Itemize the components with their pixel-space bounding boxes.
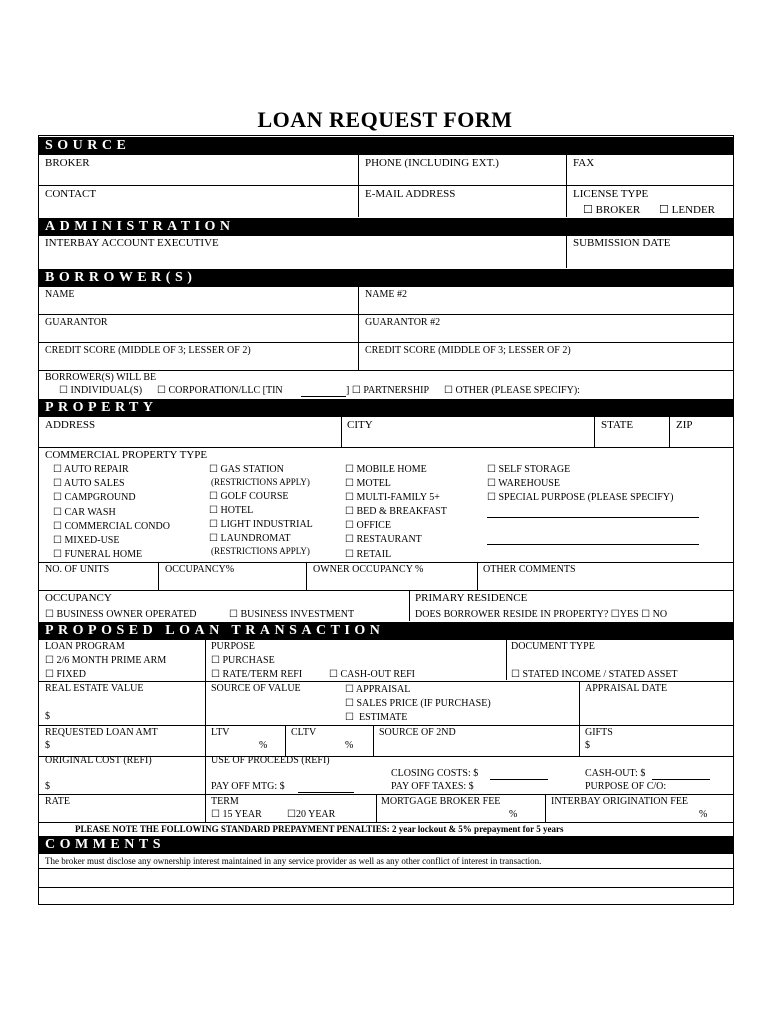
checkbox-icon[interactable]: ☐ [345,492,354,503]
fax-label: FAX [573,157,595,169]
property-type-option[interactable]: ☐ BED & BREAKFAST [345,506,447,517]
light-industrial-option[interactable]: ☐ LIGHT INDUSTRIAL [209,519,313,530]
term-15-option[interactable]: ☐ 15 YEAR [211,809,262,820]
checkbox-icon[interactable]: ☐ [351,385,361,396]
dollar-sign: $ [45,711,50,722]
property-type-option[interactable]: ☐ MIXED-USE [53,535,120,546]
arm-option[interactable]: ☐ 2/6 MONTH PRIME ARM [45,655,167,666]
purpose-label: PURPOSE [211,641,255,652]
email-label: E-MAIL ADDRESS [365,188,456,200]
guarantor2-label: GUARANTOR #2 [365,317,441,328]
other-comments-label: OTHER COMMENTS [483,564,576,575]
use-proceeds-label: USE OF PROCEEDS (REFI) [211,755,330,766]
section-header-loan: PROPOSED LOAN TRANSACTION [39,622,733,640]
checkbox-icon[interactable]: ☐ [229,609,238,620]
investment-option[interactable]: ☐ BUSINESS INVESTMENT [229,609,355,620]
license-lender-option[interactable]: ☐ LENDER [659,204,716,216]
checkbox-icon[interactable]: ☐ [345,520,354,531]
payoff-mtg-field[interactable] [298,792,354,793]
checkbox-icon[interactable]: ☐ [583,204,593,216]
checkbox-icon[interactable]: ☐ [211,669,220,680]
disclosure-text: The broker must disclose any ownership interest maintained in any service provider as well as any other conflict of interest in transaction. [45,856,542,866]
name-label: NAME [45,289,75,300]
percent-sign: % [699,809,708,820]
license-broker-option[interactable]: ☐ BROKER [583,204,641,216]
loan-program-label: LOAN PROGRAM [45,641,125,652]
rate-term-option[interactable]: ☐ RATE/TERM REFI [211,669,303,680]
borrower-will-be-label: BORROWER(S) WILL BE [45,372,157,383]
sales-price-option[interactable]: ☐ SALES PRICE (IF PURCHASE) [345,698,491,709]
comment-line[interactable] [39,868,733,869]
checkbox-icon[interactable]: ☐ [487,478,496,489]
closing-costs-field[interactable] [490,779,548,780]
checkbox-icon[interactable]: ☐ [444,385,453,396]
checkbox-icon[interactable]: ☐ [345,506,354,517]
comment-line[interactable] [39,887,733,888]
property-type-option[interactable]: ☐ RETAIL [345,549,392,560]
cash-out-amt-label: CASH-OUT: $ [585,768,646,779]
estimate-option[interactable]: ☐ ESTIMATE [345,712,408,723]
checkbox-icon[interactable]: ☐ [345,684,354,695]
checkbox-icon[interactable]: ☐ [345,478,354,489]
checkbox-icon[interactable]: ☐ [45,669,54,680]
source-2nd-label: SOURCE OF 2ND [379,727,456,738]
section-header-property: PROPERTY [39,399,733,417]
account-exec-label: INTERBAY ACCOUNT EXECUTIVE [45,237,219,249]
gifts-label: GIFTS [585,727,613,738]
checkbox-icon[interactable]: ☐ [287,809,296,820]
property-type-option[interactable]: ☐ CAR WASH [53,507,116,518]
property-type-option[interactable]: ☐ MOTEL [345,478,391,489]
doc-type-label: DOCUMENT TYPE [511,641,595,652]
checkbox-icon[interactable]: ☐ [211,809,220,820]
hotel-option[interactable]: ☐ HOTEL [209,505,254,516]
checkbox-icon[interactable]: ☐ [53,464,62,475]
submission-date-label: SUBMISSION DATE [573,237,671,249]
property-type-option[interactable]: ☐ SPECIAL PURPOSE (PLEASE SPECIFY) [487,492,674,503]
name2-label: NAME #2 [365,289,407,300]
checkbox-icon[interactable]: ☐ [209,464,218,475]
dollar-sign: $ [585,740,590,751]
contact-label: CONTACT [45,188,97,200]
checkbox-icon[interactable]: ☐ [53,521,62,532]
checkbox-icon[interactable]: ☐ [659,204,669,216]
property-type-option[interactable]: ☐ MULTI-FAMILY 5+ [345,492,440,503]
percent-sign: % [509,809,518,820]
special-purpose-line[interactable] [487,544,699,545]
yes-checkbox[interactable]: ☐ [610,609,620,620]
req-amt-label: REQUESTED LOAN AMT [45,727,158,738]
occupancy-label: OCCUPANCY [45,592,112,604]
rate-label: RATE [45,796,70,807]
term-20-option[interactable]: ☐20 YEAR [287,809,336,820]
checkbox-icon[interactable]: ☐ [45,655,54,666]
checkbox-icon[interactable]: ☐ [209,519,218,530]
primary-residence-label: PRIMARY RESIDENCE [415,592,528,604]
checkbox-icon[interactable]: ☐ [209,533,218,544]
section-header-administration: ADMINISTRATION [39,218,733,236]
property-type-option[interactable]: ☐ OFFICE [345,520,391,531]
checkbox-icon[interactable]: ☐ [53,507,62,518]
property-type-option[interactable]: ☐ AUTO REPAIR [53,464,129,475]
checkbox-icon[interactable]: ☐ [53,478,62,489]
section-header-source: SOURCE [39,137,733,155]
broker-fee-label: MORTGAGE BROKER FEE [381,796,501,807]
checkbox-icon[interactable]: ☐ [157,385,166,396]
credit-score-label: CREDIT SCORE (MIDDLE OF 3; LESSER OF 2) [45,345,251,356]
individual-option[interactable]: ☐ INDIVIDUAL(S) [59,385,143,396]
form-title: LOAN REQUEST FORM [257,107,513,132]
property-type-option[interactable]: ☐ COMMERCIAL CONDO [53,521,170,532]
state-label: STATE [601,419,634,431]
loan-request-form [38,135,734,905]
city-label: CITY [347,419,373,431]
checkbox-icon[interactable]: ☐ [53,535,62,546]
units-label: NO. OF UNITS [45,564,110,575]
restrictions-note: (RESTRICTIONS APPLY) [211,546,310,556]
checkbox-icon[interactable]: ☐ [345,698,354,709]
checkbox-icon[interactable]: ☐ [487,464,496,475]
no-checkbox[interactable]: ☐ [641,609,651,620]
checkbox-icon[interactable]: ☐ [511,669,520,680]
property-type-option[interactable]: ☐ SELF STORAGE [487,464,571,475]
property-type-option[interactable]: ☐ WAREHOUSE [487,478,560,489]
other-option[interactable]: ☐ OTHER (PLEASE SPECIFY): [444,385,580,396]
checkbox-icon[interactable]: ☐ [487,492,496,503]
source-value-label: SOURCE OF VALUE [211,683,301,694]
special-purpose-line[interactable] [487,517,699,518]
reside-question: DOES BORROWER RESIDE IN PROPERTY? ☐YES ☐ NO [415,609,668,620]
section-header-comments: COMMENTS [39,836,733,854]
credit-score2-label: CREDIT SCORE (MIDDLE OF 3; LESSER OF 2) [365,345,571,356]
checkbox-icon[interactable]: ☐ [345,464,354,475]
orig-fee-label: INTERBAY ORIGINATION FEE [551,796,689,807]
fixed-option[interactable]: ☐ FIXED [45,669,86,680]
guarantor-label: GUARANTOR [45,317,108,328]
cash-out-option[interactable]: ☐ CASH-OUT REFI [329,669,416,680]
property-type-option[interactable]: ☐ CAMPGROUND [53,492,136,503]
address-label: ADDRESS [45,419,96,431]
percent-sign: % [259,740,268,751]
property-type-option[interactable]: ☐ AUTO SALES [53,478,125,489]
checkbox-icon[interactable]: ☐ [59,385,68,396]
checkbox-icon[interactable]: ☐ [211,655,220,666]
checkbox-icon[interactable]: ☐ [345,549,354,560]
laundromat-option[interactable]: ☐ LAUNDROMAT [209,533,291,544]
property-type-option[interactable]: ☐ RESTAURANT [345,534,422,545]
license-type-label: LICENSE TYPE [573,188,649,200]
checkbox-icon[interactable]: ☐ [53,492,62,503]
property-type-option[interactable]: ☐ MOBILE HOME [345,464,427,475]
gas-station-option[interactable]: ☐ GAS STATION [209,464,284,475]
checkbox-icon[interactable]: ☐ [345,712,354,723]
dollar-sign: $ [45,781,50,792]
partnership-option[interactable]: ] ☐ PARTNERSHIP [346,385,430,396]
stated-income-option[interactable]: ☐ STATED INCOME / STATED ASSET [511,669,678,680]
checkbox-icon[interactable]: ☐ [45,609,54,620]
cash-out-field[interactable] [652,779,710,780]
orig-cost-label: ORIGINAL COST (REFI) [45,755,152,766]
percent-sign: % [345,740,354,751]
property-type-label: COMMERCIAL PROPERTY TYPE [45,449,208,461]
checkbox-icon[interactable]: ☐ [329,669,338,680]
checkbox-icon[interactable]: ☐ [209,505,218,516]
restrictions-note: (RESTRICTIONS APPLY) [211,477,310,487]
checkbox-icon[interactable]: ☐ [345,534,354,545]
appraisal-date-label: APPRAISAL DATE [585,683,668,694]
phone-label: PHONE (INCLUDING EXT.) [365,157,499,169]
payoff-mtg-label: PAY OFF MTG: $ [211,781,285,792]
owner-operated-option[interactable]: ☐ BUSINESS OWNER OPERATED [45,609,197,620]
purchase-option[interactable]: ☐ PURCHASE [211,655,275,666]
corporation-option[interactable]: ☐ CORPORATION/LLC [TIN [157,385,283,396]
checkbox-icon[interactable]: ☐ [53,549,62,560]
broker-label: BROKER [45,157,90,169]
payoff-taxes-label: PAY OFF TAXES: $ [391,781,474,792]
closing-costs-label: CLOSING COSTS: $ [391,768,479,779]
cltv-label: CLTV [291,727,317,738]
purpose-co-label: PURPOSE OF C/O: [585,781,667,792]
owner-occupancy-label: OWNER OCCUPANCY % [313,564,424,575]
term-label: TERM [211,796,239,807]
dollar-sign: $ [45,740,50,751]
re-value-label: REAL ESTATE VALUE [45,683,144,694]
appraisal-option[interactable]: ☐ APPRAISAL [345,684,411,695]
occupancy-pct-label: OCCUPANCY% [165,564,235,575]
property-type-option[interactable]: ☐ FUNERAL HOME [53,549,143,560]
section-header-borrowers: BORROWER(S) [39,269,733,287]
prepayment-note: PLEASE NOTE THE FOLLOWING STANDARD PREPAYMENT PENALTIES: 2 year lockout & 5% prepayment for 5 years [75,824,564,834]
ltv-label: LTV [211,727,230,738]
checkbox-icon[interactable]: ☐ [209,491,218,502]
golf-course-option[interactable]: ☐ GOLF COURSE [209,491,289,502]
zip-label: ZIP [676,419,693,431]
tin-field[interactable] [301,396,346,397]
